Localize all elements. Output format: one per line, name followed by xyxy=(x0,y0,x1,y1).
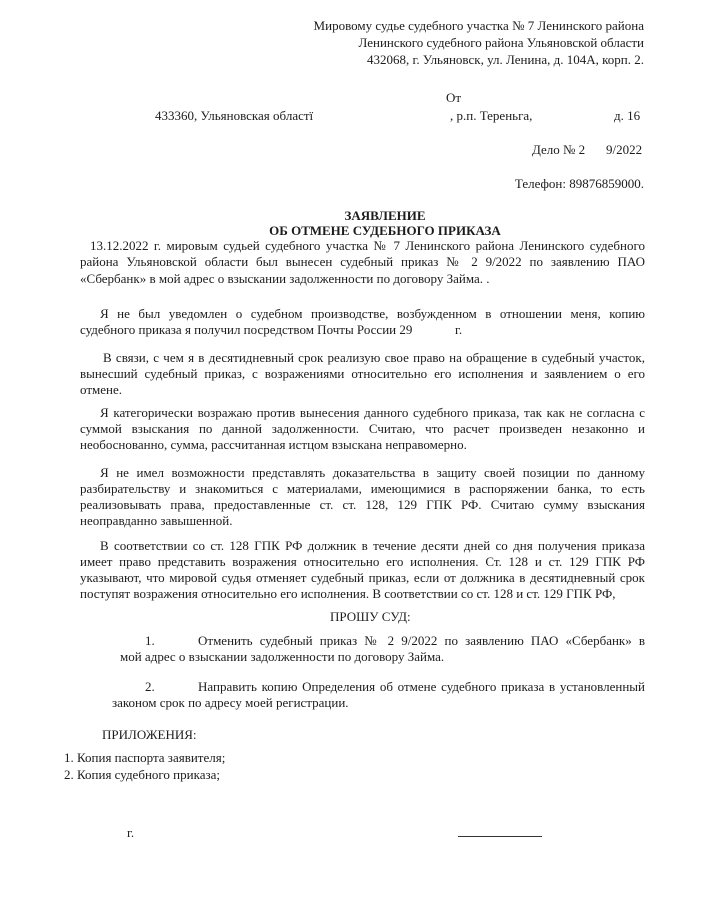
paragraph-3-line-1: В связи, с чем я в десятидневный срок реализую свое право на обращение в судебный участок, xyxy=(103,350,645,365)
attachment-item-1: 1. Копия паспорта заявителя; xyxy=(64,750,226,765)
paragraph-5-line-2: разбирательству и знакомиться с материалами, имеющимися в распоряжении банка, то есть xyxy=(80,481,645,496)
signature-line xyxy=(458,836,542,837)
request-item-1-number: 1. xyxy=(145,633,155,648)
request-item-2-number: 2. xyxy=(145,679,155,694)
paragraph-6-line-1: В соответствии со ст. 128 ГПК РФ должник в течение десяти дней со дня получения приказа xyxy=(100,538,645,553)
paragraph-4-line-2: суммой взыскания по данной задолженности. Считаю, что расчет произведен незаконно и xyxy=(80,421,645,436)
footer-date-suffix: г. xyxy=(127,825,135,840)
paragraph-3-line-3: отмене. xyxy=(80,382,122,397)
phone-number: Телефон: 89876859000. xyxy=(514,176,644,191)
sender-house: д. 16 xyxy=(614,108,641,123)
paragraph-2-line-1: Я не был уведомлен о судебном производстве, возбужденном в отношении меня, копию xyxy=(100,306,645,321)
request-item-1-line-1: Отменить судебный приказ № 2 9/2022 по заявлению ПАО «Сбербанк» в xyxy=(198,633,645,648)
paragraph-4-line-1: Я категорически возражаю против вынесения данного судебного приказа, так как не согласна с xyxy=(100,405,645,420)
paragraph-3-line-2: вынесший судебный приказ, с возражениями относительно его исполнения и заявлением о его xyxy=(80,366,645,381)
paragraph-6-line-4: поступят возражения относительно его исполнения. В соответствии со ст. 128 и ст. 129 ГПК РФ, xyxy=(80,586,616,601)
sender-region: 433360, Ульяновская областї xyxy=(155,108,314,123)
request-item-2-line-2: законом срок по адресу моей регистрации. xyxy=(112,695,349,710)
addressee-line-1: Мировому судье судебного участка № 7 Ленинского района xyxy=(313,18,644,33)
paragraph-2-line-2: судебного приказа я получил посредством Почты России 29 xyxy=(80,322,413,337)
paragraph-6-line-2: имеет право представить возражения относительно его исполнения. Ст. 128 и ст. 129 ГПК РФ xyxy=(80,554,645,569)
request-item-2-line-1: Направить копию Определения об отмене судебного приказа в установленный xyxy=(198,679,645,694)
paragraph-1-line-2: района Ульяновской области был вынесен судебный приказ № 2 9/2022 по заявлению ПАО xyxy=(80,254,645,269)
paragraph-2-year-suffix: г. xyxy=(455,322,463,337)
paragraph-5-line-4: неоправданно завышенной. xyxy=(80,513,233,528)
addressee-line-2: Ленинского судебного района Ульяновской области xyxy=(358,35,644,50)
case-label: Дело № 2 xyxy=(532,142,586,157)
case-number: 9/2022 xyxy=(606,142,643,157)
paragraph-6-line-3: указывают, что мировой судья отменяет судебный приказ, если от должника в десятидневный срок xyxy=(80,570,645,585)
request-item-1-line-2: мой адрес о взыскании задолженности по договору Займа. xyxy=(120,649,445,664)
sender-town: , р.п. Тереньга, xyxy=(450,108,533,123)
paragraph-5-line-3: реализовывать права, предоставленные ст. ст. 128, 129 ГПК РФ. Считаю сумму взыскания xyxy=(80,497,645,512)
addressee-address: 432068, г. Ульяновск, ул. Ленина, д. 104А, корп. 2. xyxy=(366,52,644,67)
paragraph-1-line-3: «Сбербанк» в мой адрес о взыскании задолженности по договору Займа. . xyxy=(80,271,490,286)
document-subtitle: ОБ ОТМЕНЕ СУДЕБНОГО ПРИКАЗА xyxy=(269,223,501,238)
attachments-heading: ПРИЛОЖЕНИЯ: xyxy=(102,727,197,742)
document-title: ЗАЯВЛЕНИЕ xyxy=(344,208,426,223)
paragraph-4-line-3: необоснованно, сумма, рассчитанная истцом взыскана неправомерно. xyxy=(80,437,467,452)
from-label: От xyxy=(446,90,462,105)
attachment-item-2: 2. Копия судебного приказа; xyxy=(64,767,220,782)
paragraph-1-line-1: 13.12.2022 г. мировым судьей судебного участка № 7 Ленинского района Ленинского судебного xyxy=(90,238,645,253)
request-heading: ПРОШУ СУД: xyxy=(330,609,411,624)
paragraph-5-line-1: Я не имел возможности представлять доказательства в защиту своей позиции по данному xyxy=(100,465,645,480)
